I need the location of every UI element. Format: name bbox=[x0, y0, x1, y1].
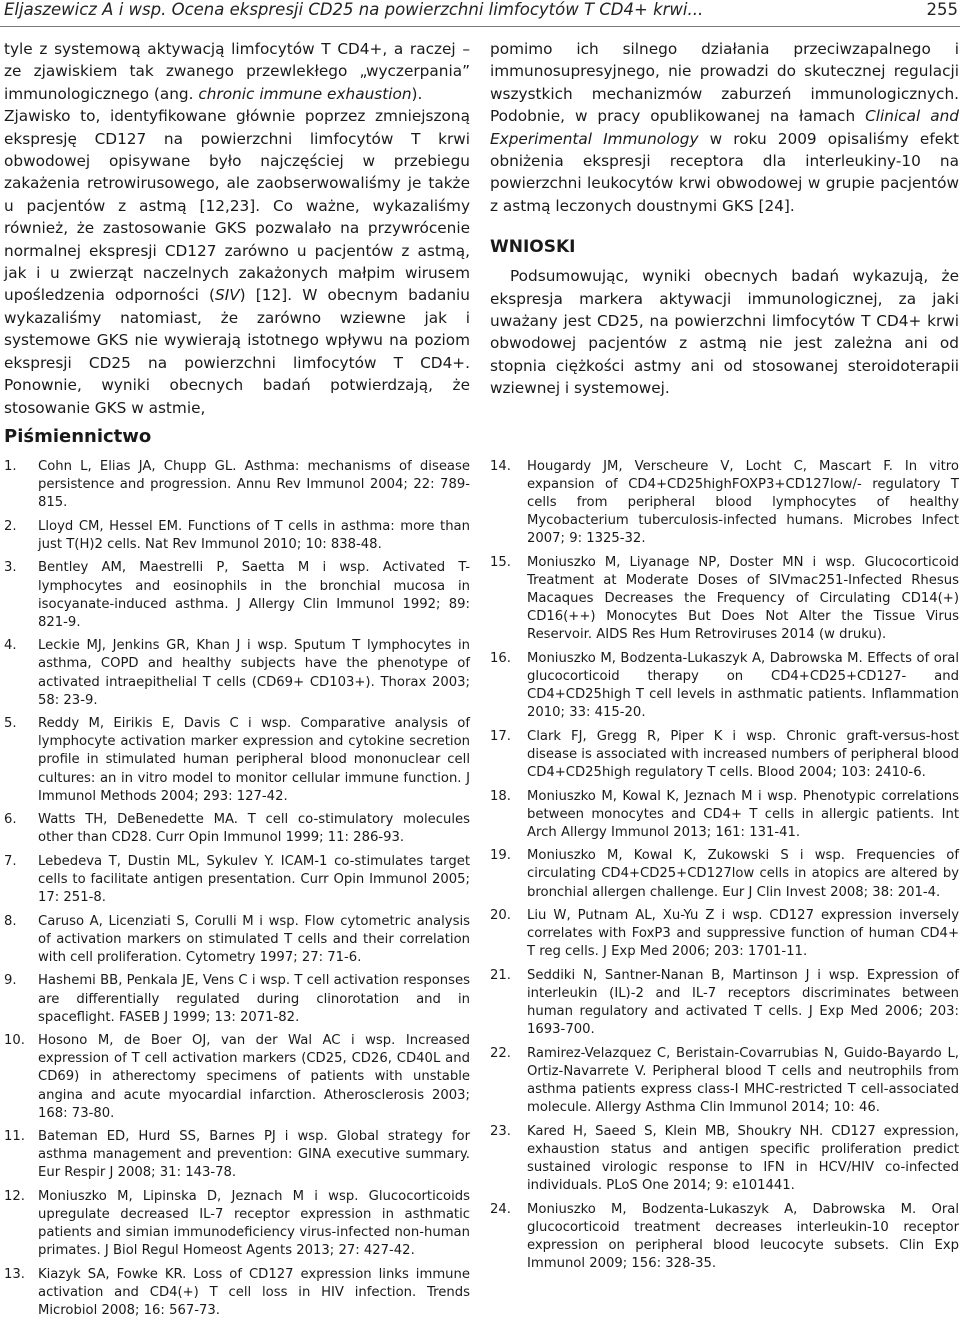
reference-item bbox=[4, 1266, 470, 1320]
reference-item bbox=[490, 554, 959, 644]
references-column-right bbox=[490, 458, 959, 1278]
reference-number: 21. bbox=[490, 967, 511, 983]
reference-number: 5. bbox=[4, 716, 17, 732]
reference-item bbox=[490, 1201, 959, 1273]
text-span: ). bbox=[411, 84, 423, 103]
reference-item bbox=[490, 847, 959, 901]
paragraph bbox=[4, 105, 470, 419]
reference-text: Ramirez-Velazquez C, Beristain-Covarrubias N, Guido-Bayardo L, Ortiz-Navarrete V. Peripheral blood T cells and neutrophils from asthma patients express class-I MHC-restricted T cell-associated molecule. Allergy Asthma Clin Immunol 2014; 10: 46. bbox=[527, 1045, 959, 1116]
reference-item bbox=[490, 1123, 959, 1195]
reference-item bbox=[4, 1188, 470, 1260]
reference-item bbox=[4, 972, 470, 1026]
reference-number: 20. bbox=[490, 908, 511, 924]
reference-item bbox=[4, 637, 470, 709]
reference-item bbox=[4, 853, 470, 907]
reference-number: 24. bbox=[490, 1201, 511, 1217]
reference-text: Kiazyk SA, Fowke KR. Loss of CD127 expression links immune activation and CD4(+) T cell loss in HIV infection. Trends Microbiol 2008; 16: 567-73. bbox=[38, 1266, 470, 1319]
reference-item bbox=[490, 728, 959, 782]
reference-item bbox=[4, 1032, 470, 1122]
reference-item bbox=[4, 811, 470, 847]
paragraph bbox=[4, 38, 470, 105]
page-number: 255 bbox=[926, 0, 958, 19]
italic-term: SIV bbox=[214, 286, 240, 305]
reference-item bbox=[490, 788, 959, 842]
reference-text: Leckie MJ, Jenkins GR, Khan J i wsp. Sputum T lymphocytes in asthma, COPD and healthy subjects have the phenotype of activated intraepithelial T cells (CD69+ CD103+). Thorax 2003; 58: 23-9. bbox=[38, 638, 470, 708]
reference-number: 1. bbox=[4, 459, 17, 474]
text-span: Podobnie, w pracy opublikowanej na łamach bbox=[490, 107, 856, 126]
reference-number: 13. bbox=[4, 1266, 25, 1282]
reference-item bbox=[4, 518, 470, 554]
reference-text: Lebedeva T, Dustin ML, Sykulev Y. ICAM-1 co-stimulates target cells to facilitate antigen presentation. Curr Opin Immunol 2005; 17: 251-8. bbox=[38, 853, 470, 906]
reference-number: 14. bbox=[490, 459, 511, 474]
text-span: pomimo ich silnego działania przeciwzapalnego i immunosupresyjnego, nie prowadzi do skutecznej regulacji wszystkich mechanizmów zaburzeń immunologicznych. bbox=[490, 40, 959, 103]
reference-text: Moniuszko M, Kowal K, Jeznach M i wsp. Phenotypic correlations between monocytes and CD4+ T cells in allergic patients. Int Arch Allergy Immunol 2013; 161: 131-41. bbox=[527, 788, 959, 840]
reference-number: 22. bbox=[490, 1045, 511, 1061]
reference-item bbox=[490, 1045, 959, 1117]
conclusions-heading: WNIOSKI bbox=[490, 237, 576, 258]
reference-text: Liu W, Putnam AL, Xu-Yu Z i wsp. CD127 expression inversely correlates with FoxP3 and suppressive function of human CD4+ T reg cells. J Exp Med 2006; 203: 1701-11. bbox=[527, 908, 959, 960]
text-span: ) [12]. W obecnym badaniu wykazaliśmy natomiast, że zarówno wziewne jak i systemowe GKS nie wywierają istotnego wpływu na poziom ekspresji CD25 na powierzchni limfocytów T CD4+. Ponownie, wyniki obecnych badań potwierdzają, że stosowanie GKS w astmie, bbox=[4, 286, 470, 417]
reference-number: 16. bbox=[490, 650, 511, 666]
reference-text: Reddy M, Eirikis E, Davis C i wsp. Comparative analysis of lymphocyte activation marker expression and cytokine secretion profile in stimulated human peripheral blood mononuclear cell cultures: an in vitro model to monitor cellular immune function. J Immunol Methods 2004; 293: 127-42. bbox=[38, 716, 470, 804]
body-column-right bbox=[490, 38, 959, 400]
reference-number: 17. bbox=[490, 728, 511, 744]
running-header bbox=[0, 0, 960, 24]
reference-number: 23. bbox=[490, 1123, 511, 1139]
reference-item bbox=[4, 458, 470, 512]
reference-number: 18. bbox=[490, 788, 511, 804]
reference-item bbox=[490, 650, 959, 722]
references-column-left bbox=[4, 458, 470, 1326]
references-heading: Piśmiennictwo bbox=[4, 426, 152, 447]
reference-item bbox=[490, 458, 959, 548]
conclusions-paragraph: Podsumowując, wyniki obecnych badań wykazują, że ekspresja markera aktywacji immunologicznej, za jaki uważany jest CD25, na powierzchni limfocytów T CD4+ krwi obwodowej pacjentów z astmą nie jest zależna ani od stopnia ciężkości astmy ani od stosowanej steroidoterapii wziewnej i systemowej. bbox=[490, 267, 959, 398]
reference-text: Kared H, Saeed S, Klein MB, Shoukry NH. CD127 expression, exhaustion status and antigen specific proliferation predict sustained virologic response to IFN in HCV/HIV co-infected individuals. PLoS One 2014; 9: e101441. bbox=[527, 1123, 959, 1193]
reference-text: Hougardy JM, Verscheure V, Locht C, Mascart F. In vitro expansion of CD4+CD25highFOXP3+CD127low/- regulatory T cells from peripheral blood lymphocytes of healthy Mycobacterium tuberculosis-infected humans. Microbes Infect 2007; 9: 1325-32. bbox=[527, 459, 959, 547]
reference-text: Hashemi BB, Penkala JE, Vens C i wsp. T cell activation responses are differentially regulated during clinorotation and in spaceflight. FASEB J 1999; 13: 2071-82. bbox=[38, 973, 470, 1025]
reference-item bbox=[4, 559, 470, 631]
reference-number: 19. bbox=[490, 848, 511, 864]
italic-term: chronic immune exhaustion bbox=[198, 84, 412, 103]
body-column-left bbox=[4, 38, 470, 419]
reference-number: 6. bbox=[4, 812, 17, 828]
reference-number: 4. bbox=[4, 638, 17, 654]
header-rule bbox=[0, 26, 960, 27]
reference-text: Moniuszko M, Bodzenta-Lukaszyk A, Dabrowska M. Effects of oral glucocorticoid therapy on CD4+CD25+CD127- and CD4+CD25high T cell levels in asthmatic patients. Inflammation 2010; 33: 415-20. bbox=[527, 650, 959, 721]
reference-text: Bentley AM, Maestrelli P, Saetta M i wsp. Activated T-lymphocytes and eosinophils in the bronchial mucosa in isocyanate-induced asthma. J Allergy Clin Immunol 1992; 89: 821-9. bbox=[38, 560, 470, 630]
reference-item bbox=[490, 967, 959, 1039]
reference-number: 10. bbox=[4, 1033, 25, 1049]
reference-text: Moniuszko M, Bodzenta-Lukaszyk A, Dabrowska M. Oral glucocorticoid treatment decreases interleukin-10 receptor expression on peripheral blood leucocyte subsets. Clin Exp Immunol 2009; 156: 328-35. bbox=[527, 1201, 959, 1271]
reference-item bbox=[4, 715, 470, 805]
reference-text: Lloyd CM, Hessel EM. Functions of T cells in asthma: more than just T(H)2 cells. Nat Rev Immunol 2010; 10: 838-48. bbox=[38, 518, 470, 552]
text-span: w roku 2009 opisaliśmy efekt obniżenia ekspresji receptora dla interleukiny-10 na powierzchni leukocytów krwi obwodowej w grupie pacjentów z astmą leczonych doustnymi GKS [24]. bbox=[490, 129, 959, 215]
reference-number: 7. bbox=[4, 853, 17, 869]
text-span: Zjawisko to, identyfikowane głównie poprzez zmniejszoną ekspresję CD127 na powierzchni limfocytów T krwi obwodowej opisywane było najczęściej w przebiegu zakażenia retrowirusowego, ale zaobserwowaliśmy je także u pacjentów z astmą [12,23]. Co ważne, wykazaliśmy również, że zastosowanie GKS pozwalało na przywrócenie normalnej ekspresji CD127 zarówno u pacjentów z astmą, jak i u zwierząt naczelnych zakażonych małpim wirusem upośledzenia odporności ( bbox=[4, 107, 470, 305]
reference-item bbox=[490, 907, 959, 961]
reference-text: Moniuszko M, Kowal K, Zukowski S i wsp. Frequencies of circulating CD4+CD25+CD127low cells in atopics are altered by bronchial allergen challenge. Eur J Clin Invest 2008; 38: 201-4. bbox=[527, 848, 959, 900]
reference-text: Caruso A, Licenziati S, Corulli M i wsp. Flow cytometric analysis of activation markers on stimulated T cells and their correlation with cell proliferation. Cytometry 1997; 27: 71-6. bbox=[38, 913, 470, 965]
reference-text: Seddiki N, Santner-Nanan B, Martinson J i wsp. Expression of interleukin (IL)-2 and IL-7 receptors discriminates between human regulatory and activated T cells. J Exp Med 2006; 203: 1693-700. bbox=[527, 967, 959, 1038]
reference-text: Clark FJ, Gregg R, Piper K i wsp. Chronic graft-versus-host disease is associated with increased numbers of peripheral blood CD4+CD25high regulatory T cells. Blood 2004; 103: 2410-6. bbox=[527, 728, 959, 780]
reference-number: 12. bbox=[4, 1188, 25, 1204]
running-title: Eljaszewicz A i wsp. Ocena ekspresji CD25 na powierzchni limfocytów T CD4+ krwi... bbox=[4, 0, 704, 19]
reference-text: Cohn L, Elias JA, Chupp GL. Asthma: mechanisms of disease persistence and progression. Annu Rev Immunol 2004; 22: 789-815. bbox=[38, 459, 470, 511]
reference-text: Hosono M, de Boer OJ, van der Wal AC i wsp. Increased expression of T cell activation markers (CD25, CD26, CD40L and CD69) in atherectomy specimens of patients with unstable angina and acute myocardial infarction. Atherosclerosis 2003; 168: 73-80. bbox=[38, 1033, 470, 1121]
reference-text: Moniuszko M, Lipinska D, Jeznach M i wsp. Glucocorticoids upregulate decreased IL-7 receptor expression in asthmatic patients and simian immunodeficiency virus-infected non-human primates. J Biol Regul Homeost Agents 2013; 27: 427-42. bbox=[38, 1188, 470, 1259]
reference-item bbox=[4, 1128, 470, 1182]
reference-item bbox=[4, 913, 470, 967]
italic-journal: Clinical and Experimental Immunology bbox=[490, 107, 959, 148]
reference-text: Bateman ED, Hurd SS, Barnes PJ i wsp. Global strategy for asthma management and prevention: GINA executive summary. Eur Respir J 2008; 31: 143-78. bbox=[38, 1129, 470, 1181]
reference-number: 9. bbox=[4, 973, 17, 989]
reference-number: 8. bbox=[4, 913, 17, 929]
reference-text: Watts TH, DeBenedette MA. T cell co-stimulatory molecules other than CD28. Curr Opin Immunol 1999; 11: 286-93. bbox=[38, 812, 470, 846]
reference-number: 15. bbox=[490, 554, 511, 570]
paragraph bbox=[490, 38, 959, 217]
reference-text: Moniuszko M, Liyanage NP, Doster MN i wsp. Glucocorticoid Treatment at Moderate Doses of SIVmac251-Infected Rhesus Macaques Decreases the Frequency of Circulating CD14(+) CD16(++) Monocytes But Does Not Alter the Tissue Virus Reservoir. AIDS Res Hum Retroviruses 2014 (w druku). bbox=[527, 554, 959, 643]
reference-number: 2. bbox=[4, 518, 17, 534]
reference-number: 11. bbox=[4, 1129, 25, 1145]
text-span: tyle z systemową aktywacją limfocytów T CD4+, a raczej – ze zjawiskiem tak zwanego przewlekłego „wyczerpania” immunologicznego (ang. bbox=[4, 40, 470, 103]
reference-number: 3. bbox=[4, 560, 17, 576]
